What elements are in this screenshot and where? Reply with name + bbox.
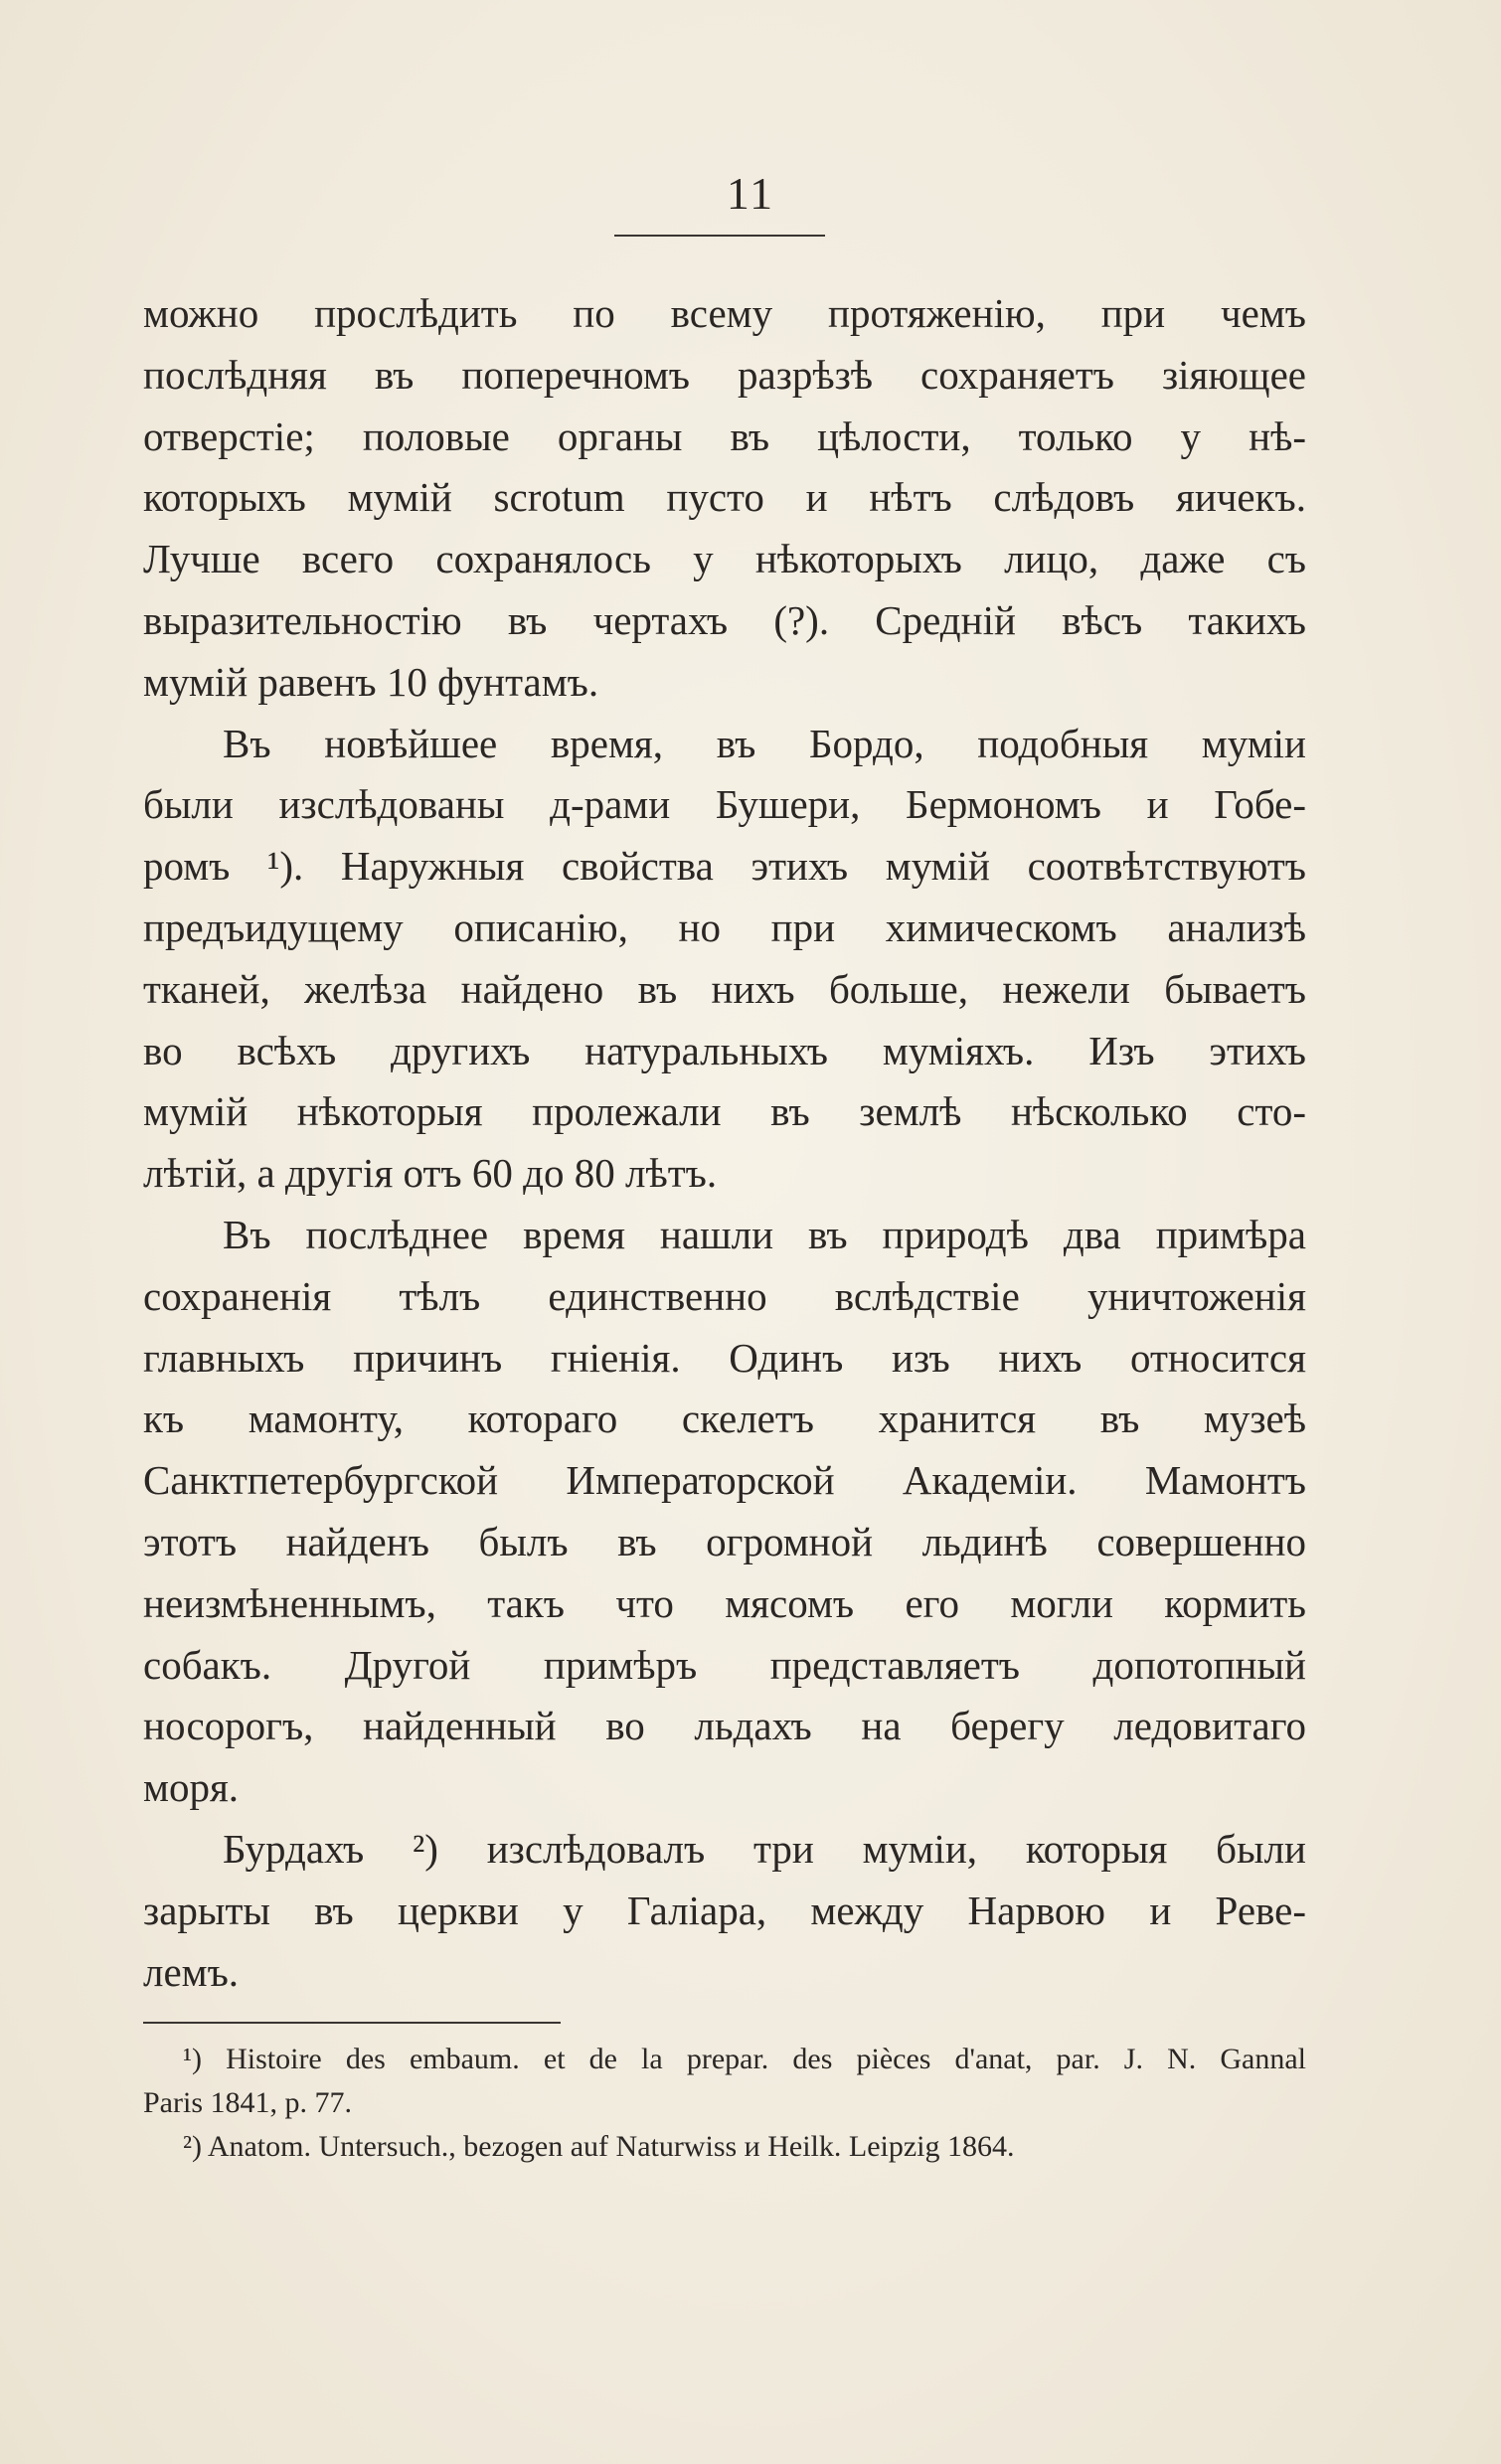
footnote-line: ²) Anatom. Untersuch., bezogen auf Naturwiss и Heilk. Leipzig 1864. xyxy=(183,2130,1015,2163)
text-line: Санктпетербургской Императорской Академіи. Мамонтъ xyxy=(143,1457,1306,1504)
text-line: носорогъ, найденный во льдахъ на берегу ледовитаго xyxy=(143,1703,1306,1749)
text-line: лемъ. xyxy=(143,1948,240,1995)
text-line: предъидущему описанію, но при химическомъ анализѣ xyxy=(143,903,1306,950)
text-line: тканей, желѣза найдено въ нихъ больше, нежели бываетъ xyxy=(143,965,1306,1012)
text-line: сохраненія тѣлъ единственно вслѣдствіе уничтоженія xyxy=(143,1272,1306,1319)
footnotes xyxy=(143,2038,1306,2169)
text-line: Въ послѣднее время нашли въ природѣ два примѣра xyxy=(223,1211,1306,1257)
text-line: во всѣхъ другихъ натуральныхъ муміяхъ. Изъ этихъ xyxy=(143,1027,1306,1073)
text-line: лѣтій, а другія отъ 60 до 80 лѣтъ. xyxy=(143,1150,718,1197)
text-line: этотъ найденъ былъ въ огромной льдинѣ совершенно xyxy=(143,1518,1306,1564)
body-text xyxy=(143,283,1306,2003)
text-line: были изслѣдованы д-рами Бушери, Бермономъ и Гобе- xyxy=(143,781,1306,828)
text-line: Лучше всего сохранялось у нѣкоторыхъ лицо, даже съ xyxy=(143,536,1306,582)
text-line: къ мамонту, котораго скелетъ хранится въ музеѣ xyxy=(143,1396,1306,1442)
text-line: которыхъ мумій scrotum пусто и нѣтъ слѣдовъ яичекъ. xyxy=(143,474,1306,521)
text-line: отверстіе; половые органы въ цѣлости, только у нѣ- xyxy=(143,412,1306,459)
text-line: моря. xyxy=(143,1764,240,1811)
text-line: мумій равенъ 10 фунтамъ. xyxy=(143,658,599,705)
text-line: зарыты въ церкви у Галіара, между Нарвою и Реве- xyxy=(143,1887,1306,1933)
footnote-line: ¹) Histoire des embaum. et de la prepar. des pièces d'anat, par. J. N. Gannal xyxy=(183,2043,1306,2075)
text-line: главныхъ причинъ гніенія. Одинъ изъ нихъ относится xyxy=(143,1334,1306,1381)
text-line: ромъ ¹). Наружныя свойства этихъ мумій соотвѣтствуютъ xyxy=(143,843,1306,890)
page-number: 11 xyxy=(726,168,775,219)
text-line: выразительностію въ чертахъ (?). Средній вѣсъ такихъ xyxy=(143,596,1306,643)
text-line: собакъ. Другой примѣръ представляетъ допотопный xyxy=(143,1641,1306,1688)
text-line: послѣдняя въ поперечномъ разрѣзѣ сохраняетъ зіяющее xyxy=(143,351,1306,398)
footnote-line: Paris 1841, p. 77. xyxy=(143,2086,352,2119)
text-line: неизмѣненнымъ, такъ что мясомъ его могли кормить xyxy=(143,1579,1306,1626)
text-line: можно прослѣдить по всему протяженію, при чемъ xyxy=(143,290,1306,336)
page-number-rule xyxy=(614,235,825,237)
text-line: мумій нѣкоторыя пролежали въ землѣ нѣсколько сто- xyxy=(143,1088,1306,1135)
text-line: Бурдахъ ²) изслѣдовалъ три муміи, которыя были xyxy=(223,1825,1306,1872)
text-line: Въ новѣйшее время, въ Бордо, подобныя муміи xyxy=(223,720,1306,766)
footnote-rule xyxy=(143,2022,561,2024)
